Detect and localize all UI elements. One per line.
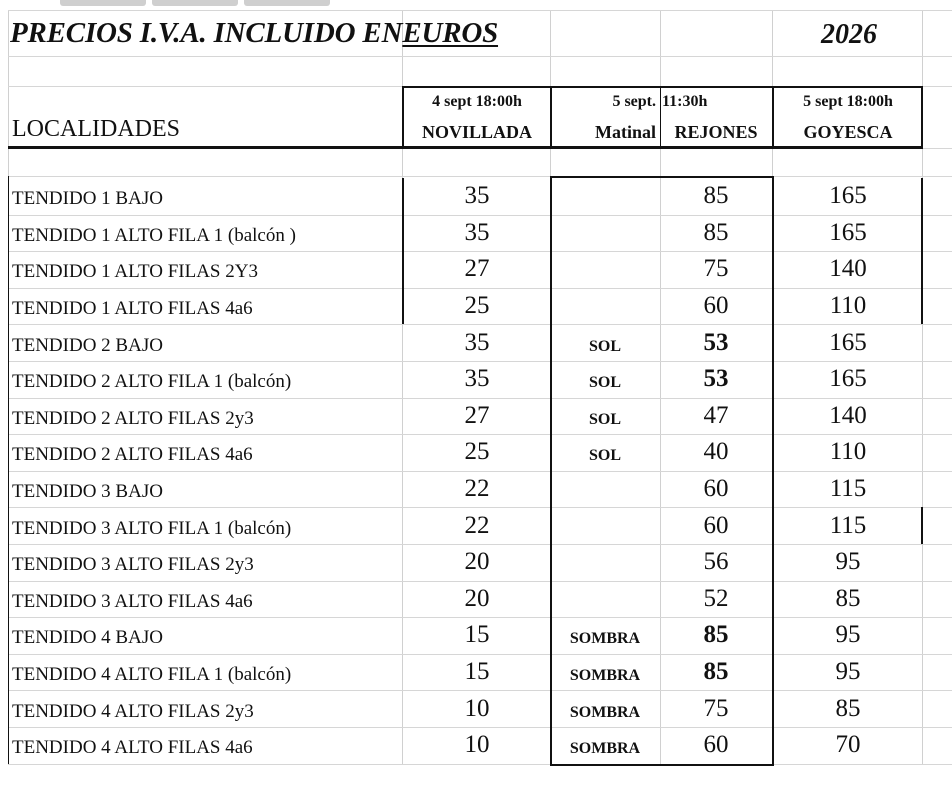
novillada-time: 4 sept 18:00h (432, 93, 522, 110)
rejones-time: 11:30h (662, 93, 708, 110)
novillada-price: 15 (464, 621, 490, 649)
novillada-price: 15 (464, 658, 490, 686)
goyesca-price: 85 (835, 694, 861, 722)
goyesca-price: 140 (829, 401, 867, 429)
grid-line (8, 56, 952, 57)
zone-tag (552, 251, 658, 288)
zone-tag (552, 471, 658, 508)
rejones-header: REJONES (674, 121, 758, 142)
goyesca-price: 95 (835, 621, 861, 649)
row-label: TENDIDO 4 ALTO FILAS 4a6 (12, 737, 253, 759)
goyesca-price: 110 (829, 438, 867, 466)
row-label: TENDIDO 4 ALTO FILAS 2y3 (12, 700, 254, 722)
goyesca-price: 95 (835, 548, 861, 576)
rejones-price: 60 (703, 731, 729, 759)
sheet-tab-stub[interactable] (60, 0, 146, 6)
row-label: TENDIDO 2 ALTO FILA 1 (balcón) (12, 371, 292, 393)
sheet-tab-stub[interactable] (244, 0, 330, 6)
goyesca-price: 95 (835, 658, 861, 686)
rejones-price: 60 (703, 475, 729, 503)
row-label: TENDIDO 2 BAJO (12, 334, 163, 356)
grid-line (8, 764, 952, 765)
matinal-header: Matinal (595, 121, 656, 142)
rejones-price: 52 (703, 584, 729, 612)
novillada-price: 35 (464, 365, 490, 393)
grid-line (8, 10, 952, 11)
novillada-price: 35 (464, 218, 490, 246)
goyesca-time: 5 sept 18:00h (803, 93, 893, 110)
row-label: TENDIDO 4 BAJO (12, 627, 163, 649)
zone-tag (552, 178, 658, 215)
grid-line (8, 176, 952, 177)
rejones-price: 75 (703, 694, 729, 722)
rejones-price: 53 (703, 365, 729, 393)
rejones-price: 85 (703, 621, 729, 649)
table-border (550, 764, 774, 766)
row-label: TENDIDO 4 ALTO FILA 1 (balcón) (12, 664, 292, 686)
zone-tag: SOMBRA (569, 667, 641, 685)
matinal-date: 5 sept. (612, 93, 656, 110)
zone-tag (552, 507, 658, 544)
goyesca-price: 165 (829, 182, 867, 210)
row-label: TENDIDO 3 ALTO FILA 1 (balcón) (12, 517, 292, 539)
zone-tag: SOL (588, 337, 621, 355)
row-label: TENDIDO 3 BAJO (12, 481, 163, 503)
zone-tag (552, 215, 658, 252)
zone-tag: SOL (588, 410, 621, 428)
goyesca-header: GOYESCA (803, 121, 893, 142)
row-label: TENDIDO 3 ALTO FILAS 4a6 (12, 590, 253, 612)
novillada-price: 25 (464, 292, 490, 320)
novillada-price: 25 (464, 438, 490, 466)
row-label: TENDIDO 2 ALTO FILAS 2y3 (12, 407, 254, 429)
row-label: TENDIDO 1 ALTO FILAS 4a6 (12, 298, 253, 320)
zone-tag: SOMBRA (569, 740, 641, 758)
novillada-price: 20 (464, 584, 490, 612)
rejones-price: 85 (703, 218, 729, 246)
goyesca-price: 85 (835, 584, 861, 612)
table-border (8, 176, 9, 764)
rejones-price: 60 (703, 292, 729, 320)
title-currency: EUROS (402, 16, 499, 49)
row-label: TENDIDO 1 BAJO (12, 188, 163, 210)
zone-tag: SOMBRA (569, 703, 641, 721)
row-label: TENDIDO 2 ALTO FILAS 4a6 (12, 444, 253, 466)
rejones-price: 60 (703, 511, 729, 539)
zone-tag (552, 544, 658, 581)
season-year: 2026 (821, 19, 877, 50)
zone-tag: SOL (588, 374, 621, 392)
novillada-price: 27 (464, 401, 490, 429)
rejones-price: 56 (703, 548, 729, 576)
novillada-price: 35 (464, 182, 490, 210)
row-label: TENDIDO 1 ALTO FILAS 2Y3 (12, 261, 258, 283)
goyesca-price: 110 (829, 292, 867, 320)
rejones-price: 47 (703, 401, 729, 429)
goyesca-price: 165 (829, 218, 867, 246)
novillada-header: NOVILLADA (421, 121, 532, 142)
novillada-price: 22 (464, 475, 490, 503)
goyesca-price: 165 (829, 365, 867, 393)
novillada-price: 10 (464, 694, 490, 722)
goyesca-price: 115 (829, 511, 867, 539)
novillada-price: 20 (464, 548, 490, 576)
novillada-price: 10 (464, 731, 490, 759)
row-label: TENDIDO 3 ALTO FILAS 2y3 (12, 554, 254, 576)
table-border (8, 146, 923, 149)
novillada-price: 27 (464, 255, 490, 283)
rejones-price: 85 (703, 658, 729, 686)
rejones-price: 75 (703, 255, 729, 283)
goyesca-price: 140 (829, 255, 867, 283)
rejones-price: 40 (703, 438, 729, 466)
novillada-price: 35 (464, 328, 490, 356)
rejones-price: 85 (703, 182, 729, 210)
goyesca-price: 115 (829, 475, 867, 503)
title-prefix: PRECIOS I.V.A. INCLUIDO EN (10, 16, 403, 49)
localidades-header: LOCALIDADES (12, 115, 180, 142)
zone-tag (552, 581, 658, 618)
top-tab-strip (0, 0, 952, 10)
sheet-tab-stub[interactable] (152, 0, 238, 6)
goyesca-price: 70 (835, 731, 861, 759)
page-title (10, 14, 498, 52)
zone-tag: SOMBRA (569, 630, 641, 648)
zone-tag: SOL (588, 447, 621, 465)
novillada-price: 22 (464, 511, 490, 539)
rejones-price: 53 (703, 328, 729, 356)
zone-tag (552, 288, 658, 325)
goyesca-price: 165 (829, 328, 867, 356)
row-label: TENDIDO 1 ALTO FILA 1 (balcón ) (12, 224, 296, 246)
